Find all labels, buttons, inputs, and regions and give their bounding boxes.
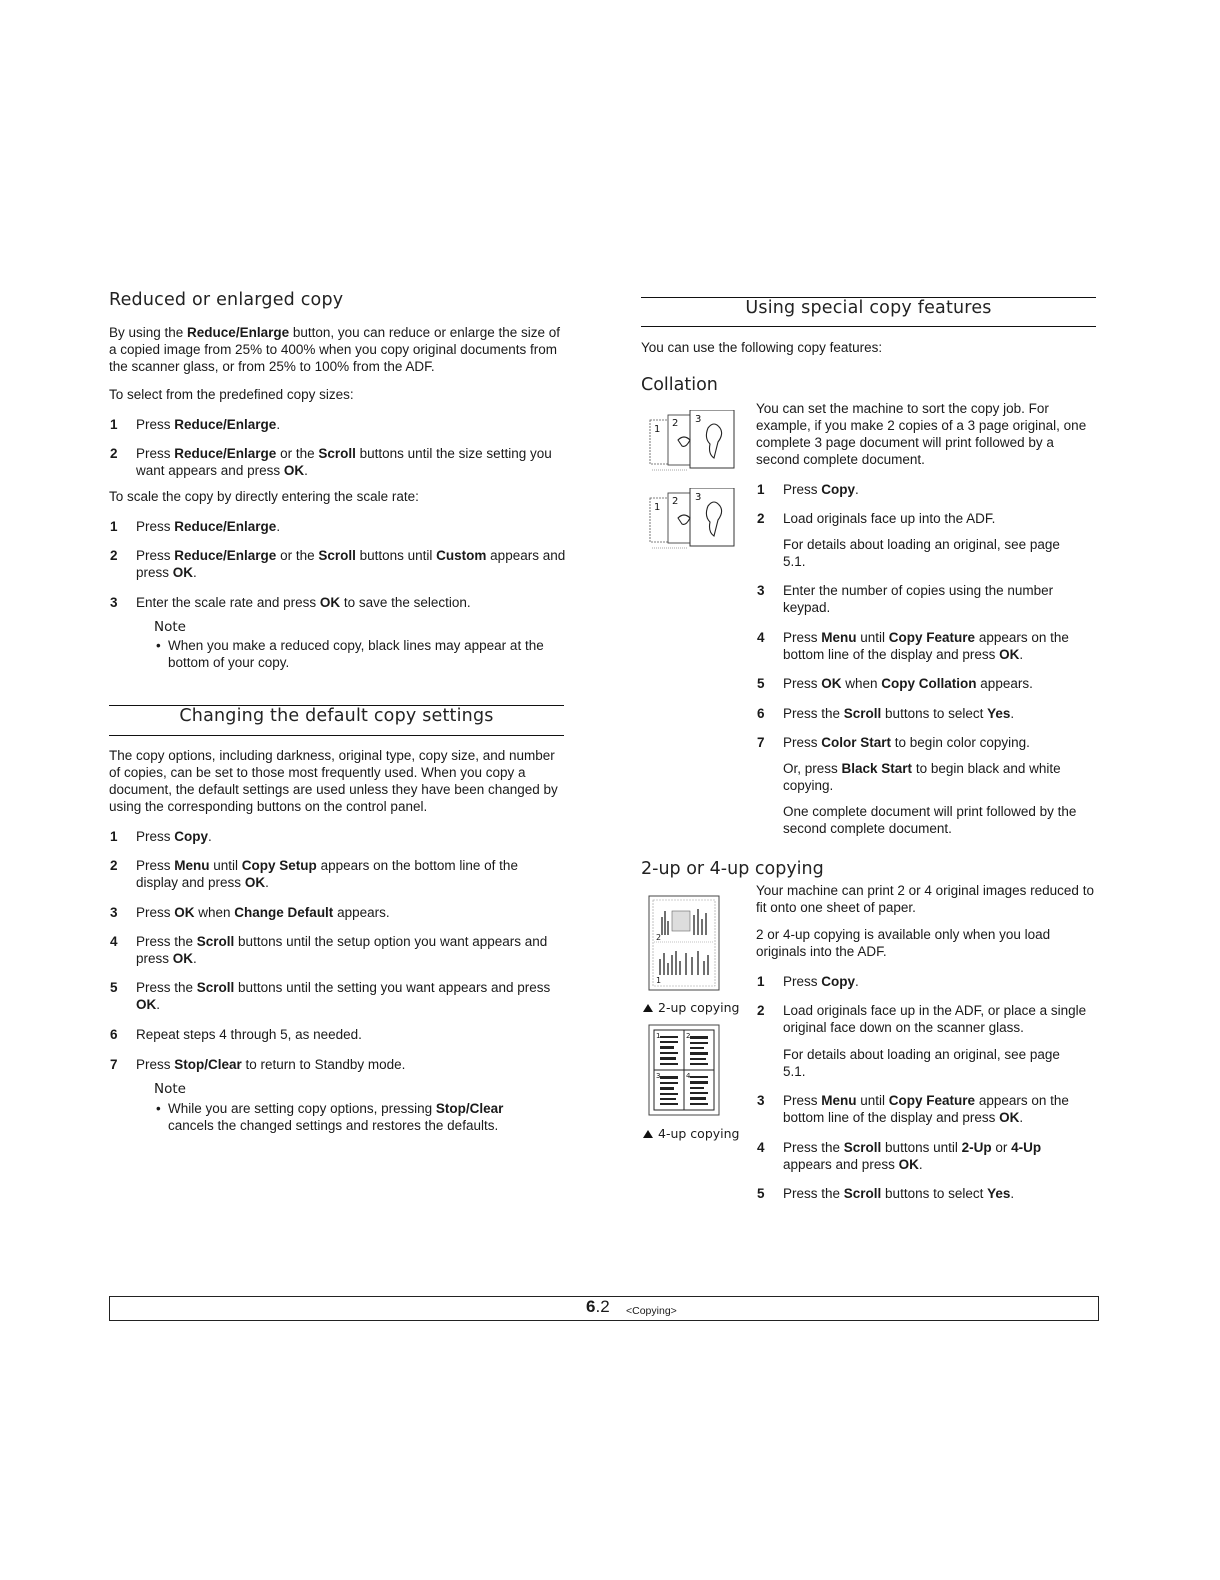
step-text [136,1056,566,1073]
bold-text: Menu [821,1093,857,1108]
bold-text: OK [821,676,842,691]
page-number-label: 4 [686,1072,691,1080]
two-up-illustration [648,895,720,991]
page-number-label: 2 [672,496,679,507]
section-heading-reduce: Reduced or enlarged copy [109,290,344,310]
text: Press [783,482,822,497]
bold-text: Scroll [196,934,235,949]
bold-text: Copy Setup [241,858,317,873]
nup-intro: Your machine can print 2 or 4 original images reduced to fit onto one sheet of paper. [756,883,1094,915]
text: By using the [109,325,188,340]
bold-text: OK [999,1110,1020,1125]
bold-text: Scroll [196,980,235,995]
step-text [783,629,1098,663]
text: Press the [783,1186,844,1201]
note-label: Note [154,1081,186,1097]
text: buttons until [881,1140,962,1155]
step-text [783,675,1098,692]
text: appears. [976,676,1033,691]
caption-text: 2-up copying [658,1000,740,1015]
text: Press the [136,980,197,995]
note-text: When you make a reduced copy, black lines may appear at the bottom of your copy. [168,638,544,670]
text: While you are setting copy options, pressing [168,1101,436,1116]
step-number: 2 [110,446,118,461]
bold-text: Reduce/Enlarge [174,417,277,432]
step-number: 2 [757,1003,765,1018]
step-number: 3 [757,583,765,598]
text: Enter the scale rate and press [136,595,320,610]
predefined-lead: To select from the predefined copy sizes: [109,387,354,402]
bold-text: Scroll [318,446,356,461]
step-text [783,973,1098,990]
text: . [855,974,859,989]
text: to save the selection. [340,595,471,610]
text: . [193,951,197,966]
text: . [276,519,281,534]
text: Press [136,905,175,920]
collation-illustration-2 [648,488,738,550]
step-text [783,481,1098,498]
step-text [136,933,556,967]
step-number: 2 [757,511,765,526]
bold-text: OK [999,647,1020,662]
text: Press [136,417,175,432]
step-number: 1 [110,417,118,432]
bold-text: Change Default [234,905,334,920]
step-number: 1 [110,829,118,844]
text: Press [783,974,822,989]
page-number-label: 3 [695,492,702,503]
bold-text: Copy [174,829,209,844]
text: when [194,905,235,920]
heading-rule-bottom [641,326,1096,327]
note-text [168,1100,548,1134]
text: appears and press [783,1157,899,1172]
bold-text: Menu [821,630,857,645]
text: Press [136,446,175,461]
step-text [136,547,566,581]
step-number: 2 [110,548,118,563]
bold-text: Menu [174,858,210,873]
page-number-label: 1 [656,1032,661,1040]
subheading-collation: Collation [641,375,718,395]
page-number-label: 2 [672,418,679,429]
page-number-minor: .2 [595,1297,610,1316]
step-text: Enter the number of copies using the number keypad. [783,583,1054,615]
bold-text: Reduce/Enlarge [187,325,290,340]
text: or the [276,446,319,461]
step-text [136,518,566,535]
bold-text: Color Start [821,735,892,750]
text: . [156,997,161,1012]
text: Press [136,858,175,873]
step-text [136,828,566,845]
text: Press [783,1093,822,1108]
bold-text: Yes [987,1186,1011,1201]
text: . [1019,647,1024,662]
step-number: 1 [757,974,765,989]
page-number-label: 1 [654,502,661,513]
text: Press the [783,706,844,721]
text: . [265,875,269,890]
subheading-nup: 2-up or 4-up copying [641,859,824,879]
bold-text: Custom [436,548,487,563]
step-number: 3 [110,595,118,610]
text: buttons until [355,548,437,563]
text: . [1019,1110,1024,1125]
collation-intro: You can set the machine to sort the copy job. For example, if you make 2 copies of a 3 page original, one complete 3 page document will print followed by a second complete document. [756,401,1087,467]
step-text [136,904,566,921]
bold-text: Copy Collation [881,676,977,691]
reduce-intro [109,324,565,375]
bold-text: Copy [821,482,856,497]
default-intro: The copy options, including darkness, original type, copy size, and number of copies, can be set to those most frequently used. When you copy a document, the default settings are used unless they have been changed by using the corresponding buttons on the control panel. [109,748,558,814]
step-text [783,705,1098,722]
text: . [304,463,308,478]
text: to return to Standby mode. [241,1057,406,1072]
text: appears. [333,905,390,920]
step-text [783,1139,1083,1173]
text: until [856,630,889,645]
bold-text: Stop/Clear [435,1101,504,1116]
triangle-icon [643,1130,653,1138]
text: appears on the bottom line of the display and press [783,630,1069,662]
text: button, you can reduce or enlarge the size of a copied image from 25% to 400% when you copy original documents from the scanner glass, or from 25% to 100% from the ADF. [109,325,561,374]
bold-text: Scroll [843,706,882,721]
bold-text: OK [172,565,194,580]
step-number: 4 [757,630,765,645]
text: until [209,858,242,873]
step-number: 6 [110,1027,118,1042]
text: Press [136,829,175,844]
text: until [856,1093,889,1108]
page-number-label: 1 [654,424,661,435]
bold-text: OK [174,905,195,920]
text: to begin black and white copying. [783,761,1061,793]
section-heading-default: Changing the default copy settings [179,706,494,726]
bold-text: Scroll [843,1186,882,1201]
step-number: 4 [757,1140,765,1155]
text: buttons until the setting you want appears and press [234,980,551,995]
text: buttons to select [881,1186,988,1201]
heading-rule-bottom [109,735,564,736]
step-text: Load originals face up in the ADF, or place a single original face down on the scanner glass. [783,1003,1087,1035]
text: Press [136,1057,175,1072]
text: Press [783,630,822,645]
bullet: • [156,638,161,653]
step-subtext: For details about loading an original, see page 5.1. [783,1047,1060,1079]
step-number: 5 [757,676,765,691]
text: or [991,1140,1012,1155]
bold-text: Black Start [841,761,913,776]
text: buttons to select [881,706,988,721]
bold-text: Yes [987,706,1011,721]
bold-text: Stop/Clear [174,1057,242,1072]
text: or the [276,548,319,563]
bold-text: OK [898,1157,919,1172]
text: Press [136,519,175,534]
step-number: 7 [757,735,765,750]
text: appears on the bottom line of the display and press [136,858,518,890]
text: . [276,417,281,432]
step-number: 2 [110,858,118,873]
text: Press the [136,934,197,949]
bold-text: Copy Feature [888,1093,976,1108]
step-number: 5 [757,1186,765,1201]
text: Press the [783,1140,844,1155]
step-subtext: One complete document will print followed by the second complete document. [783,804,1077,836]
step-subtext [783,760,1088,794]
step-number: 3 [757,1093,765,1108]
step-number: 5 [110,980,118,995]
step-text [783,1185,1098,1202]
caption-2up [643,999,739,1016]
caption-text: 4-up copying [658,1126,740,1141]
bold-text: 4-Up [1011,1140,1042,1155]
step-text [136,979,551,1013]
text: buttons until the size setting you want appears and press [136,446,552,478]
text: to begin color copying. [891,735,1030,750]
text: Press [136,548,175,563]
step-number: 3 [110,905,118,920]
step-text [783,734,1098,751]
note-label: Note [154,619,186,635]
text: appears on the bottom line of the display and press [783,1093,1069,1125]
bold-text: Scroll [843,1140,882,1155]
step-text: Load originals face up into the ADF. [783,511,996,526]
bold-text: Scroll [318,548,356,563]
section-heading-special: Using special copy features [745,298,992,318]
page-number-major: 6 [586,1297,596,1316]
bold-text: OK [136,997,157,1012]
page-number-label: 3 [695,414,702,425]
step-number: 1 [757,482,765,497]
bold-text: Copy Feature [888,630,976,645]
page-number-label: 2 [656,933,662,942]
step-text [783,1092,1098,1126]
bold-text: Copy [821,974,856,989]
chapter-label: <Copying> [626,1305,677,1317]
bold-text: OK [319,595,341,610]
step-number: 1 [110,519,118,534]
bold-text: OK [244,875,266,890]
bullet: • [156,1101,161,1116]
text: Press [783,676,822,691]
text: . [918,1157,923,1172]
text: when [841,676,882,691]
text: Press [783,735,822,750]
bold-text: Reduce/Enlarge [174,446,277,461]
text: . [1010,1186,1015,1201]
page-number [586,1298,610,1316]
collation-illustration-1 [648,410,738,472]
page-number-label: 1 [656,976,662,985]
step-text [136,857,556,891]
text: . [1010,706,1015,721]
step-number: 7 [110,1057,118,1072]
nup-intro-2: 2 or 4-up copying is available only when you load originals into the ADF. [756,927,1051,959]
text: cancels the changed settings and restores the defaults. [168,1118,499,1133]
text: . [855,482,859,497]
step-subtext: For details about loading an original, see page 5.1. [783,537,1060,569]
step-text [136,445,566,479]
special-intro: You can use the following copy features: [641,340,883,355]
triangle-icon [643,1004,653,1012]
step-number: 6 [757,706,765,721]
page-number-label: 2 [686,1032,691,1040]
page-number-label: 3 [656,1072,661,1080]
step-text [136,416,566,433]
bold-text: OK [283,463,305,478]
bold-text: 2-Up [961,1140,992,1155]
caption-4up [643,1125,739,1142]
text: . [208,829,212,844]
step-text [136,594,566,611]
step-text: Repeat steps 4 through 5, as needed. [136,1027,362,1042]
text: . [193,565,197,580]
bold-text: Reduce/Enlarge [174,519,277,534]
text: appears and press [136,548,566,580]
scale-lead: To scale the copy by directly entering the scale rate: [109,489,419,504]
bold-text: Reduce/Enlarge [174,548,277,563]
four-up-illustration [648,1024,720,1116]
step-number: 4 [110,934,118,949]
text: Or, press [783,761,842,776]
bold-text: OK [172,951,194,966]
text: buttons until the setup option you want appears and press [136,934,548,966]
